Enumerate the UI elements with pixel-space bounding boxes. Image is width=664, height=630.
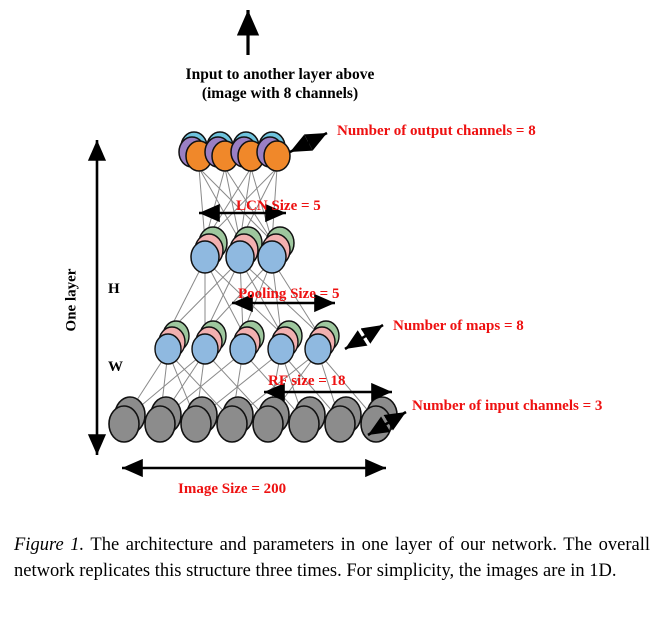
label-rf-size: RF size = 18 [268, 373, 346, 389]
lcn-row-nodes [191, 227, 294, 273]
label-num-maps: Number of maps = 8 [393, 318, 524, 334]
figure-caption [14, 532, 650, 585]
label-one-layer: One layer [63, 268, 80, 332]
label-pooling-size: Pooling Size = 5 [238, 286, 340, 302]
figure-title-line2: (image with 8 channels) [201, 85, 359, 102]
caption-text: The architecture and parameters in one layer of our network. The overall network replicates this structure three times. For simplicity, the images are in 1D. [14, 535, 650, 582]
label-lcn-size: LCN Size = 5 [236, 198, 321, 214]
label-input-channels: Number of input channels = 3 [412, 398, 603, 414]
output-row-nodes [179, 132, 290, 171]
caption-figure-number: Figure 1. [14, 535, 85, 555]
label-output-channels: Number of output channels = 8 [337, 123, 536, 139]
label-width: W [108, 359, 123, 375]
label-height: H [108, 281, 120, 297]
label-image-size: Image Size = 200 [178, 481, 287, 497]
figure-title-line1: Input to another layer above [185, 66, 375, 83]
